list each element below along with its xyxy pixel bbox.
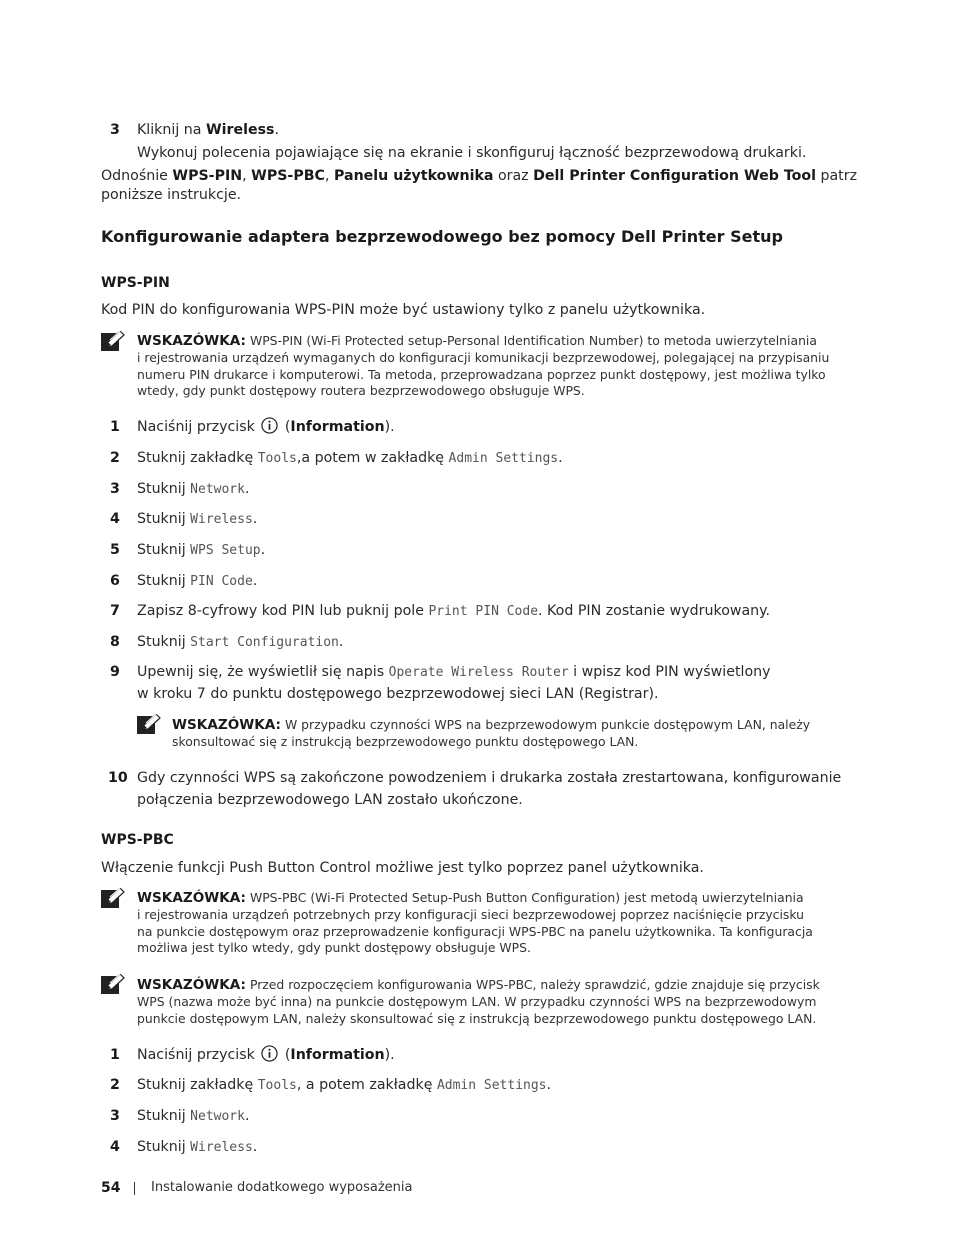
step-text <box>137 1137 257 1158</box>
step-text <box>137 1106 249 1127</box>
wps-pbc-intro: Włączenie funkcji Push Button Control możliwe jest tylko poprzez panel użytkownika. <box>101 860 704 876</box>
note-pencil-icon <box>100 888 126 910</box>
step-text: Gdy czynności WPS są zakończone powodzeniem i drukarka została zrestartowana, konfigurowanie <box>137 770 842 786</box>
note-text: WPS-PBC (Wi-Fi Protected Setup-Push Button Configuration) jest metodą uwierzytelniania <box>246 890 804 905</box>
ui-element-name: Operate Wireless Router <box>388 665 569 680</box>
note-text: na punkcie dostępowym oraz przeprowadzenie konfiguracji WPS-PBC na panelu użytkownika. Ta konfiguracja <box>137 923 813 939</box>
step-number: 6 <box>110 573 120 589</box>
note-text: WPS (nazwa może być inna) na punkcie dostępowym LAN. W przypadku czynności WPS na bezprzewodowym <box>137 993 817 1009</box>
step-text-part: Stuknij <box>137 511 191 527</box>
ui-element-name: WPS Setup <box>190 543 261 558</box>
step-text <box>137 448 563 469</box>
reference-text: , <box>242 168 252 184</box>
step-number: 8 <box>110 634 120 650</box>
note-text: możliwa jest tylko wtedy, gdy punkt dostępowy obsługuje WPS. <box>137 940 531 956</box>
step-text-part: ). <box>384 419 395 435</box>
step-text-continuation: połączenia bezprzewodowego LAN zostało ukończone. <box>137 792 523 808</box>
step-text <box>137 1075 551 1096</box>
reference-bold: Panelu użytkownika <box>333 168 494 184</box>
note-text: WPS-PIN (Wi-Fi Protected setup-Personal Identification Number) to metoda uwierzytelniania <box>246 333 817 348</box>
step-number: 1 <box>110 1047 120 1063</box>
step-text <box>137 632 343 653</box>
step-text-part: ). <box>384 1047 395 1063</box>
footer-chapter: Instalowanie dodatkowego wyposażenia <box>151 1180 413 1195</box>
step-text-part: ( <box>280 1047 291 1063</box>
step-text-part: Stuknij <box>137 634 191 650</box>
step-number: 3 <box>110 481 120 497</box>
step-number: 1 <box>110 419 120 435</box>
step-description: Wykonuj polecenia pojawiające się na ekranie i skonfiguruj łączność bezprzewodową drukarki. <box>137 145 807 161</box>
note-label: WSKAZÓWKA: <box>137 890 246 906</box>
reference-text: patrz <box>815 168 858 184</box>
wps-pin-intro: Kod PIN do konfigurowania WPS-PIN może być ustawiony tylko z panelu użytkownika. <box>101 302 706 318</box>
wps-pbc-heading: WPS-PBC <box>101 832 174 848</box>
step-9-continuation: w kroku 7 do punktu dostępowego bezprzewodowej sieci LAN (Registrar). <box>137 686 659 702</box>
ui-element-name: Network <box>190 1109 245 1124</box>
note-label: WSKAZÓWKA: <box>137 333 246 349</box>
note-text: skonsultować się z instrukcją bezprzewodowego punktu dostępowego LAN. <box>172 733 639 749</box>
step-text <box>137 1045 395 1065</box>
ui-element-name: Admin Settings <box>436 1078 547 1093</box>
note-text: i rejestrowania urządzeń wymaganych do konfiguracji komunikacji bezprzewodowej, polegającej na przypisaniu <box>137 349 830 365</box>
step-text-part: ,a potem w zakładkę <box>296 450 449 466</box>
note-wps-pbc <box>137 890 813 957</box>
note-label: WSKAZÓWKA: <box>172 717 281 733</box>
step-number: 2 <box>110 450 120 466</box>
step-text-part: Stuknij <box>137 542 191 558</box>
step-text-part: . <box>338 634 344 650</box>
reference-bold: WPS-PBC <box>251 168 325 184</box>
note-pencil-icon <box>100 331 126 353</box>
note-wps-pin <box>137 333 829 400</box>
step-text <box>137 662 771 683</box>
information-button-icon <box>261 1045 278 1062</box>
step-number: 10 <box>108 770 128 786</box>
reference-text: Odnośnie <box>101 168 173 184</box>
reference-line <box>101 166 857 186</box>
step-text-part: . <box>260 542 266 558</box>
step-number: 9 <box>110 664 120 680</box>
step-text <box>137 120 279 140</box>
step-text-part: . <box>252 573 258 589</box>
ui-element-name: PIN Code <box>190 574 253 589</box>
step-text-part: . <box>274 122 280 138</box>
step-text-part: . <box>244 1108 250 1124</box>
reference-text: oraz <box>493 168 534 184</box>
step-number: 7 <box>110 603 120 619</box>
reference-text: , <box>324 168 334 184</box>
step-text-part: . <box>558 450 563 466</box>
step-text <box>137 479 249 500</box>
ui-element-name: Network <box>190 482 245 497</box>
step-text-part: . <box>546 1077 552 1093</box>
step-text-bold: Wireless <box>205 122 275 138</box>
step-text-part: Stuknij <box>137 1139 191 1155</box>
note-pencil-icon <box>136 714 162 736</box>
step-number: 4 <box>110 511 120 527</box>
step-text-part: . <box>244 481 250 497</box>
ui-element-name: Wireless <box>190 512 253 527</box>
step-number: 2 <box>110 1077 120 1093</box>
note-label: WSKAZÓWKA: <box>137 977 246 993</box>
step-text-part: , a potem zakładkę <box>296 1077 437 1093</box>
note-text: i rejestrowania urządzeń potrzebnych przy konfiguracji sieci bezprzewodowej poprzez naciśnięcie przycisku <box>137 906 805 922</box>
ui-element-name: Tools <box>257 1078 297 1093</box>
step-text <box>137 417 395 437</box>
step-text <box>137 571 257 592</box>
page-number: 54 <box>101 1180 121 1196</box>
step-text-part: Stuknij <box>137 573 191 589</box>
note-pencil-icon <box>100 974 126 996</box>
section-title: Konfigurowanie adaptera bezprzewodowego bez pomocy Dell Printer Setup <box>101 227 783 246</box>
note-wps-pbc-button <box>137 977 820 1027</box>
note-text: W przypadku czynności WPS na bezprzewodowym punkcie dostępowym LAN, należy <box>281 717 811 732</box>
step-text-part: Stuknij <box>137 1108 191 1124</box>
step-text-part: Zapisz 8-cyfrowy kod PIN lub puknij pole <box>137 603 429 619</box>
reference-line-2: poniższe instrukcje. <box>101 187 242 203</box>
step-text-part: Upewnij się, że wyświetlił się napis <box>137 664 389 680</box>
step-text-part: Naciśnij przycisk <box>137 419 260 435</box>
reference-bold: Dell Printer Configuration Web Tool <box>533 168 816 184</box>
note-text: wtedy, gdy punkt dostępowy routera bezprzewodowego obsługuje WPS. <box>137 383 585 399</box>
step-text-part: Naciśnij przycisk <box>137 1047 260 1063</box>
wps-pin-heading: WPS-PIN <box>101 275 170 291</box>
step-number: 5 <box>110 542 120 558</box>
step-text <box>137 601 770 622</box>
step-text-part: . Kod PIN zostanie wydrukowany. <box>538 603 771 619</box>
step-text-part: . <box>252 511 258 527</box>
reference-bold: WPS-PIN <box>172 168 243 184</box>
ui-element-name: Start Configuration <box>190 635 339 650</box>
step-text-part: Stuknij zakładkę <box>137 1077 258 1093</box>
ui-element-name: Print PIN Code <box>428 604 539 619</box>
step-number: 3 <box>110 122 120 138</box>
ui-element-name: Wireless <box>190 1140 253 1155</box>
step-text-part: . <box>252 1139 258 1155</box>
step-text-part: Kliknij na <box>137 122 206 138</box>
ui-element-name: Admin Settings <box>448 451 559 466</box>
footer-separator <box>134 1182 135 1195</box>
step-number: 4 <box>110 1139 120 1155</box>
step-text <box>137 509 257 530</box>
step-text-part: Stuknij <box>137 481 191 497</box>
step-text-part: ( <box>280 419 291 435</box>
note-text: numeru PIN drukarce i komputerowi. Ta metoda, przeprowadzana poprzez punkt dostępowy, jest możliwa tylko <box>137 366 826 382</box>
step-text-part: i wpisz kod PIN wyświetlony <box>568 664 771 680</box>
ui-element-name: Tools <box>257 451 297 466</box>
information-button-icon <box>261 417 278 434</box>
button-name: Information <box>290 1047 385 1063</box>
note-step-9 <box>172 717 810 751</box>
step-number: 3 <box>110 1108 120 1124</box>
button-name: Information <box>290 419 385 435</box>
step-text <box>137 540 265 561</box>
note-text: Przed rozpoczęciem konfigurowania WPS-PBC, należy sprawdzić, gdzie znajduje się przycisk <box>246 977 820 992</box>
note-text: punkcie dostępowym LAN, należy skonsultować się z instrukcją bezprzewodowego punktu dostępowego LAN. <box>137 1010 817 1026</box>
step-text-part: Stuknij zakładkę <box>137 450 258 466</box>
